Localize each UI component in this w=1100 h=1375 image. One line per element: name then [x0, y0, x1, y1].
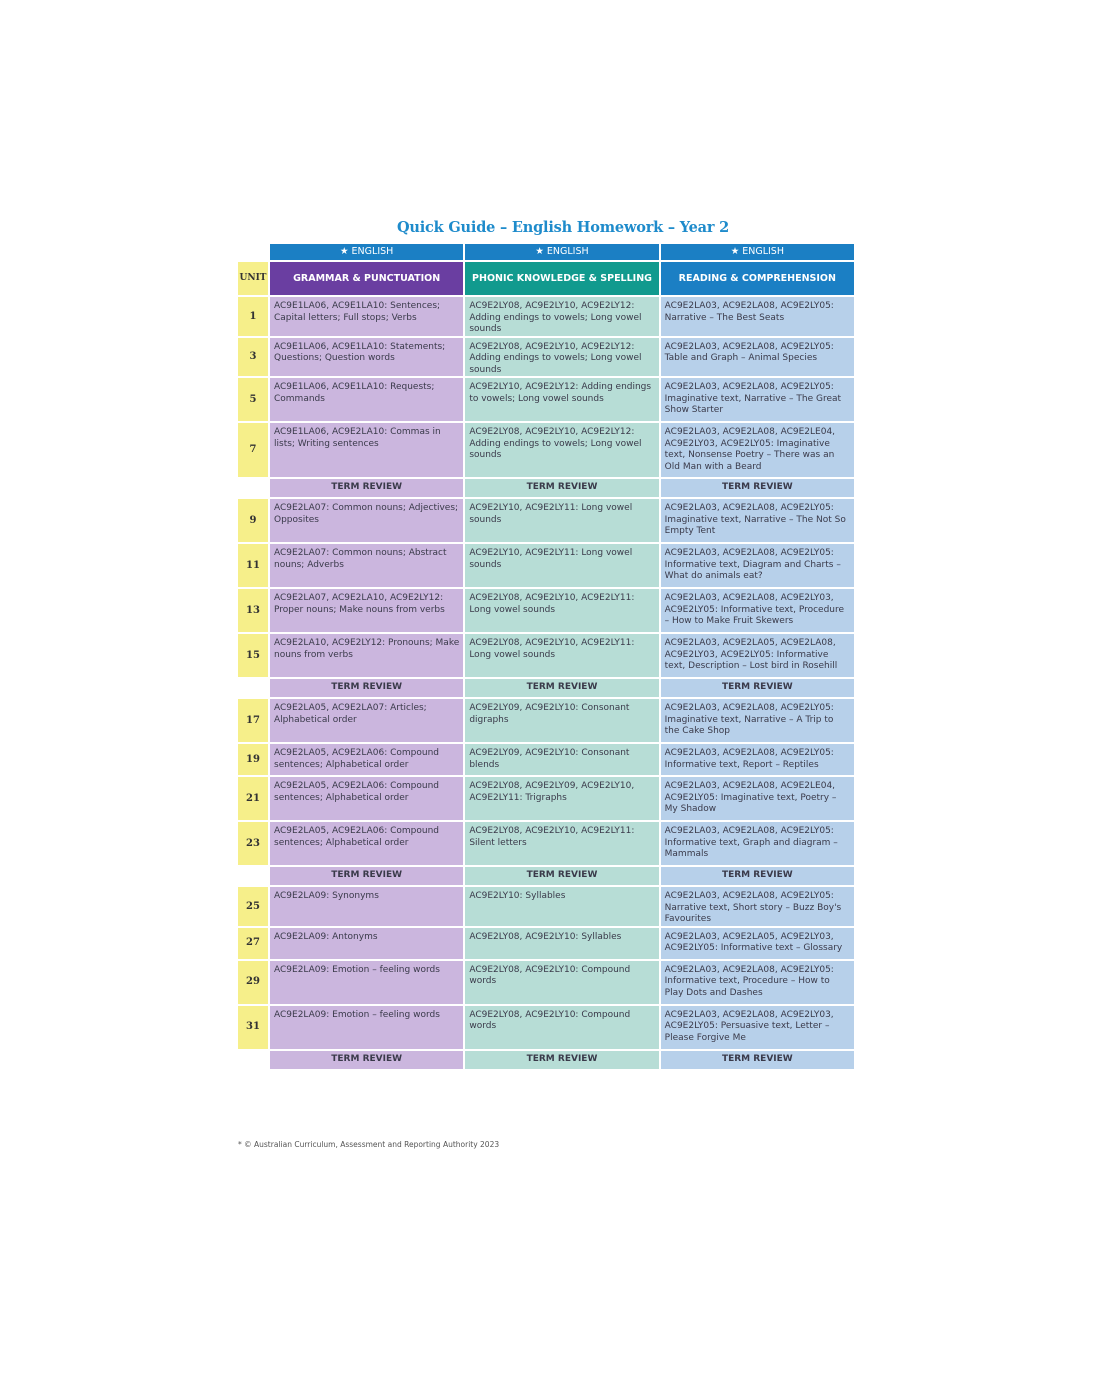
- reading-cell: AC9E2LA03, AC9E2LA08, AC9E2LY05: Narrative – The Best Seats: [661, 297, 854, 336]
- grammar-cell: AC9E2LA09: Synonyms: [270, 887, 463, 926]
- term-review-reading: TERM REVIEW: [661, 479, 854, 497]
- phonic-cell: AC9E2LY08, AC9E2LY10, AC9E2LY11: Silent letters: [465, 822, 658, 865]
- term-review-spacer: [238, 679, 268, 697]
- term-review-phonic: TERM REVIEW: [465, 867, 658, 885]
- unit-number: 11: [238, 544, 268, 587]
- term-review-spacer: [238, 867, 268, 885]
- reading-cell: AC9E2LA03, AC9E2LA05, AC9E2LA08, AC9E2LY03, AC9E2LY05: Informative text, Description – Lost bird in Rosehill: [661, 634, 854, 677]
- unit-row: [238, 961, 854, 1004]
- subject-label-phonic: ★ ENGLISH: [465, 244, 658, 260]
- phonic-cell: AC9E2LY08, AC9E2LY10, AC9E2LY11: Long vowel sounds: [465, 589, 658, 632]
- unit-row: [238, 589, 854, 632]
- grammar-cell: AC9E2LA09: Emotion – feeling words: [270, 961, 463, 1004]
- unit-number: 5: [238, 378, 268, 421]
- reading-cell: AC9E2LA03, AC9E2LA08, AC9E2LY03, AC9E2LY05: Informative text, Procedure – How to Make Fruit Skewers: [661, 589, 854, 632]
- unit-number: 7: [238, 423, 268, 477]
- phonic-cell: AC9E2LY08, AC9E2LY10, AC9E2LY12: Adding endings to vowels; Long vowel sounds: [465, 338, 658, 377]
- unit-number: 29: [238, 961, 268, 1004]
- reading-cell: AC9E2LA03, AC9E2LA08, AC9E2LE04, AC9E2LY03, AC9E2LY05: Imaginative text, Nonsense Poetry – There was an Old Man with a Beard: [661, 423, 854, 477]
- unit-row: [238, 378, 854, 421]
- subject-band-row: [238, 244, 854, 260]
- unit-row: [238, 338, 854, 377]
- unit-number: 27: [238, 928, 268, 959]
- term-review-phonic: TERM REVIEW: [465, 1051, 658, 1069]
- phonic-cell: AC9E2LY10: Syllables: [465, 887, 658, 926]
- unit-row: [238, 928, 854, 959]
- phonic-cell: AC9E2LY10, AC9E2LY11: Long vowel sounds: [465, 499, 658, 542]
- unit-number: 13: [238, 589, 268, 632]
- term-review-row: [238, 1051, 854, 1069]
- grammar-cell: AC9E2LA05, AC9E2LA07: Articles; Alphabetical order: [270, 699, 463, 742]
- grammar-column-header: GRAMMAR & PUNCTUATION: [270, 262, 463, 295]
- unit-number: 23: [238, 822, 268, 865]
- term-review-reading: TERM REVIEW: [661, 679, 854, 697]
- copyright-footnote: * © Australian Curriculum, Assessment and Reporting Authority 2023: [238, 1140, 500, 1149]
- unit-row: [238, 544, 854, 587]
- term-review-row: [238, 679, 854, 697]
- reading-cell: AC9E2LA03, AC9E2LA08, AC9E2LY05: Informative text, Diagram and Charts – What do animals eat?: [661, 544, 854, 587]
- unit-row: [238, 822, 854, 865]
- reading-cell: AC9E2LA03, AC9E2LA08, AC9E2LE04, AC9E2LY05: Imaginative text, Poetry – My Shadow: [661, 777, 854, 820]
- term-review-grammar: TERM REVIEW: [270, 1051, 463, 1069]
- grammar-cell: AC9E2LA07: Common nouns; Adjectives; Opposites: [270, 499, 463, 542]
- grammar-cell: AC9E2LA07, AC9E2LA10, AC9E2LY12: Proper nouns; Make nouns from verbs: [270, 589, 463, 632]
- phonic-cell: AC9E2LY10, AC9E2LY12: Adding endings to vowels; Long vowel sounds: [465, 378, 658, 421]
- phonic-cell: AC9E2LY08, AC9E2LY10: Compound words: [465, 961, 658, 1004]
- phonic-cell: AC9E2LY08, AC9E2LY10, AC9E2LY11: Long vowel sounds: [465, 634, 658, 677]
- phonic-cell: AC9E2LY09, AC9E2LY10: Consonant blends: [465, 744, 658, 775]
- unit-number: 19: [238, 744, 268, 775]
- grammar-cell: AC9E2LA05, AC9E2LA06: Compound sentences; Alphabetical order: [270, 744, 463, 775]
- unit-column-header: UNIT: [238, 262, 268, 295]
- term-review-row: [238, 479, 854, 497]
- reading-cell: AC9E2LA03, AC9E2LA08, AC9E2LY05: Imaginative text, Narrative – A Trip to the Cake Shop: [661, 699, 854, 742]
- term-review-row: [238, 867, 854, 885]
- unit-row: [238, 699, 854, 742]
- grammar-cell: AC9E1LA06, AC9E1LA10: Sentences; Capital letters; Full stops; Verbs: [270, 297, 463, 336]
- reading-column-header: READING & COMPREHENSION: [661, 262, 854, 295]
- grammar-cell: AC9E2LA05, AC9E2LA06: Compound sentences; Alphabetical order: [270, 822, 463, 865]
- page-title: Quick Guide – English Homework – Year 2: [396, 219, 730, 236]
- column-header-row: [238, 262, 854, 295]
- unit-number: 1: [238, 297, 268, 336]
- unit-row: [238, 297, 854, 336]
- reading-cell: AC9E2LA03, AC9E2LA08, AC9E2LY05: Informative text, Procedure – How to Play Dots and Dashes: [661, 961, 854, 1004]
- subject-band-spacer: [238, 244, 268, 260]
- reading-cell: AC9E2LA03, AC9E2LA08, AC9E2LY05: Informative text, Report – Reptiles: [661, 744, 854, 775]
- unit-number: 31: [238, 1006, 268, 1049]
- unit-row: [238, 887, 854, 926]
- subject-label-grammar: ★ ENGLISH: [270, 244, 463, 260]
- unit-number: 17: [238, 699, 268, 742]
- term-review-phonic: TERM REVIEW: [465, 679, 658, 697]
- phonic-column-header: PHONIC KNOWLEDGE & SPELLING: [465, 262, 658, 295]
- unit-row: [238, 777, 854, 820]
- reading-cell: AC9E2LA03, AC9E2LA05, AC9E2LY03, AC9E2LY05: Informative text – Glossary: [661, 928, 854, 959]
- phonic-cell: AC9E2LY08, AC9E2LY10: Compound words: [465, 1006, 658, 1049]
- term-review-reading: TERM REVIEW: [661, 867, 854, 885]
- quick-guide-table: [236, 242, 856, 1071]
- unit-row: [238, 744, 854, 775]
- grammar-cell: AC9E2LA09: Emotion – feeling words: [270, 1006, 463, 1049]
- phonic-cell: AC9E2LY08, AC9E2LY10, AC9E2LY12: Adding endings to vowels; Long vowel sounds: [465, 423, 658, 477]
- unit-number: 15: [238, 634, 268, 677]
- reading-cell: AC9E2LA03, AC9E2LA08, AC9E2LY05: Imaginative text, Narrative – The Great Show Starter: [661, 378, 854, 421]
- reading-cell: AC9E2LA03, AC9E2LA08, AC9E2LY05: Imaginative text, Narrative – The Not So Empty Tent: [661, 499, 854, 542]
- grammar-cell: AC9E2LA05, AC9E2LA06: Compound sentences; Alphabetical order: [270, 777, 463, 820]
- grammar-cell: AC9E2LA10, AC9E2LY12: Pronouns; Make nouns from verbs: [270, 634, 463, 677]
- phonic-cell: AC9E2LY10, AC9E2LY11: Long vowel sounds: [465, 544, 658, 587]
- phonic-cell: AC9E2LY08, AC9E2LY10, AC9E2LY12: Adding endings to vowels; Long vowel sounds: [465, 297, 658, 336]
- unit-row: [238, 634, 854, 677]
- unit-row: [238, 499, 854, 542]
- term-review-spacer: [238, 1051, 268, 1069]
- unit-row: [238, 1006, 854, 1049]
- term-review-phonic: TERM REVIEW: [465, 479, 658, 497]
- reading-cell: AC9E2LA03, AC9E2LA08, AC9E2LY03, AC9E2LY05: Persuasive text, Letter – Please Forgive Me: [661, 1006, 854, 1049]
- term-review-reading: TERM REVIEW: [661, 1051, 854, 1069]
- reading-cell: AC9E2LA03, AC9E2LA08, AC9E2LY05: Table and Graph – Animal Species: [661, 338, 854, 377]
- phonic-cell: AC9E2LY09, AC9E2LY10: Consonant digraphs: [465, 699, 658, 742]
- grammar-cell: AC9E2LA09: Antonyms: [270, 928, 463, 959]
- phonic-cell: AC9E2LY08, AC9E2LY10: Syllables: [465, 928, 658, 959]
- term-review-grammar: TERM REVIEW: [270, 479, 463, 497]
- phonic-cell: AC9E2LY08, AC9E2LY09, AC9E2LY10, AC9E2LY11: Trigraphs: [465, 777, 658, 820]
- reading-cell: AC9E2LA03, AC9E2LA08, AC9E2LY05: Narrative text, Short story – Buzz Boy's Favourites: [661, 887, 854, 926]
- grammar-cell: AC9E1LA06, AC9E1LA10: Requests; Commands: [270, 378, 463, 421]
- subject-label-reading: ★ ENGLISH: [661, 244, 854, 260]
- unit-number: 3: [238, 338, 268, 377]
- unit-row: [238, 423, 854, 477]
- unit-number: 25: [238, 887, 268, 926]
- grammar-cell: AC9E1LA06, AC9E2LA10: Commas in lists; Writing sentences: [270, 423, 463, 477]
- term-review-grammar: TERM REVIEW: [270, 679, 463, 697]
- reading-cell: AC9E2LA03, AC9E2LA08, AC9E2LY05: Informative text, Graph and diagram – Mammals: [661, 822, 854, 865]
- grammar-cell: AC9E2LA07: Common nouns; Abstract nouns; Adverbs: [270, 544, 463, 587]
- term-review-grammar: TERM REVIEW: [270, 867, 463, 885]
- term-review-spacer: [238, 479, 268, 497]
- unit-number: 21: [238, 777, 268, 820]
- unit-number: 9: [238, 499, 268, 542]
- grammar-cell: AC9E1LA06, AC9E1LA10: Statements; Questions; Question words: [270, 338, 463, 377]
